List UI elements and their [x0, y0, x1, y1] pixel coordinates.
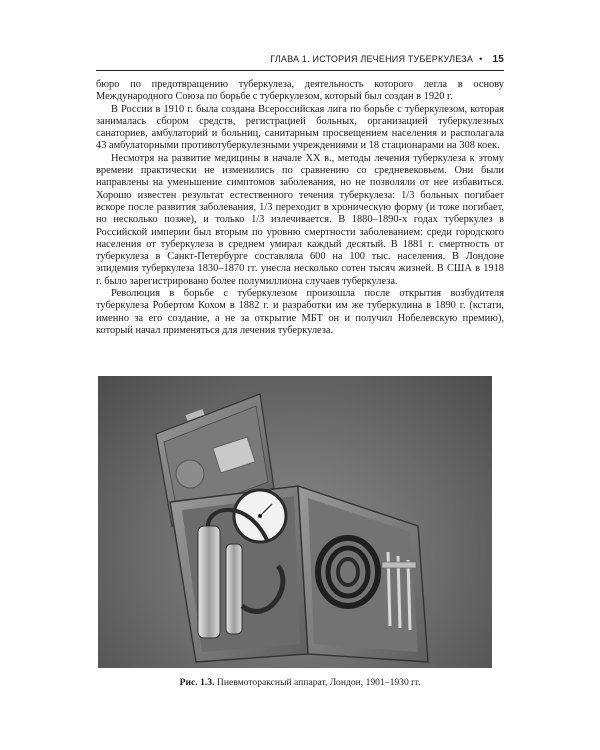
figure-photo-pneumothorax-apparatus — [98, 376, 492, 668]
chapter-title: ГЛАВА 1. ИСТОРИЯ ЛЕЧЕНИЯ ТУБЕРКУЛЕЗА — [270, 54, 474, 64]
figure-caption — [96, 677, 504, 688]
body-text — [96, 79, 504, 337]
paragraph: бюро по предотвращению туберкулеза, деятельность которого легла в основу Международного Союза по борьбе с туберкулезом, который был создан в 1920 г. — [96, 79, 504, 103]
apparatus-illustration — [98, 376, 492, 668]
header-rule — [96, 70, 504, 71]
running-header — [96, 52, 504, 66]
page-number: 15 — [492, 53, 504, 65]
paragraph: В России в 1910 г. была создана Всероссийская лига по борьбе с туберкулезом, которая занималась сбором средств, регистрацией больных, организацией туберкулезных санаториев, амбулаторий и больниц, санитарным просвещением населения и располагала 43 амбулаторными противотуберкулезными учреждениями и 18 стационарами на 308 коек. — [96, 103, 504, 152]
figure-label: Рис. 1.3. — [179, 677, 215, 688]
header-separator: • — [479, 54, 483, 64]
paragraph: Несмотря на развитие медицины в начале XX в., методы лечения туберкулеза к этому времени практически не изменились по сравнению со средневековьем. Они были направлены на уменьшение симптомов заболевания, но не позволяли от нее избавиться. Хорошо известен результат естественного течения туберкулеза: 1/3 больных погибает вскоре после развития заболевания, 1/3 переходит в хроническую форму (и тоже погибает, но несколько позже), и только 1/3 излечивается. В 1880–1890-х годах туберкулез в Российской империи был вторым по уровню смертности заболеванием: среди городского населения от туберкулеза в среднем умирал каждый десятый. В 1881 г. смертность от туберкулеза в Санкт-Петербурге составляла 600 на 100 тыс. населения. В Лондоне эпидемия туберкулеза 1830–1870 гг. унесла несколько сотен тысяч жизней. В США в 1918 г. было зарегистрировано более полумиллиона случаев туберкулеза. — [96, 152, 504, 287]
paragraph: Революция в борьбе с туберкулезом произошла после открытия возбудителя туберкулеза Робертом Кохом в 1882 г. и разработки им же туберкулина в 1890 г. (кстати, именно за его создание, а не за открытие МБТ он и получил Нобелевскую премию), который начал применяться для лечения туберкулеза. — [96, 288, 504, 336]
figure-caption-text: Пневмотораксный аппарат, Лондон, 1901–1930 гг. — [216, 677, 421, 688]
